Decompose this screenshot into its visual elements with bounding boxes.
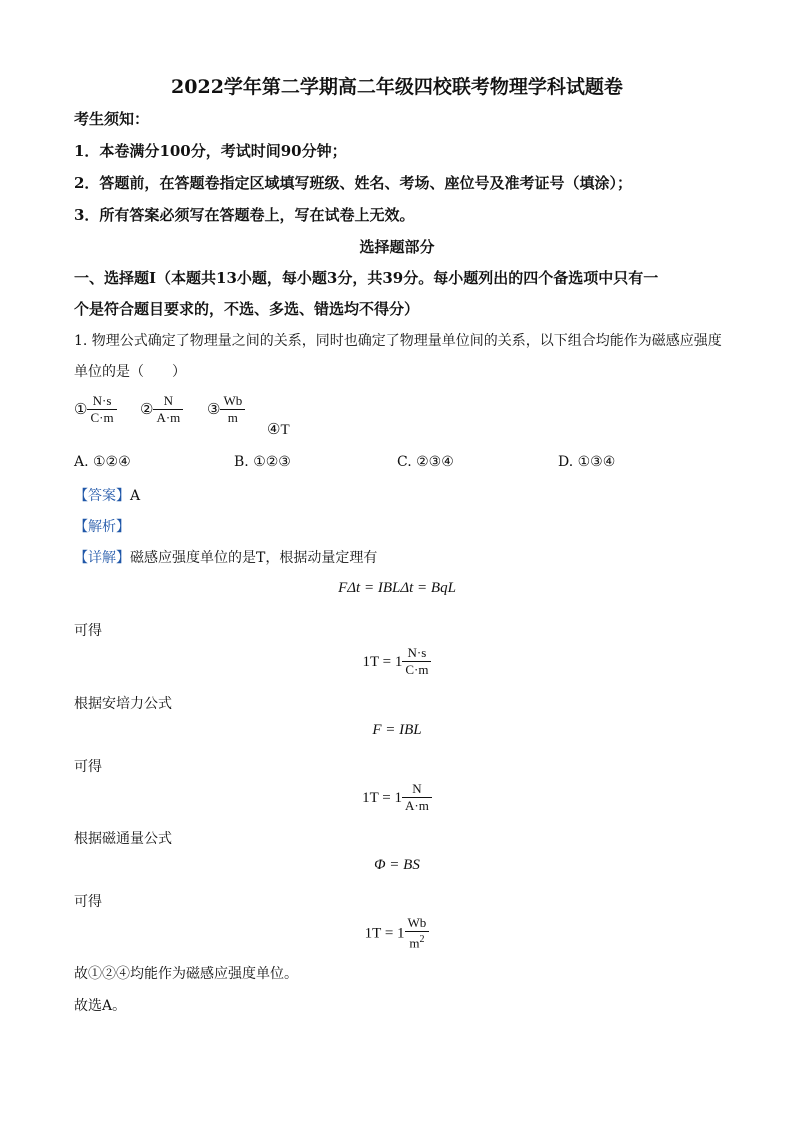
equation-lhs: 1T = 1 (362, 654, 403, 670)
unit-item-4 (267, 419, 290, 439)
unit-item-mark: ③ (207, 400, 221, 418)
unit-item-1 (74, 393, 117, 426)
kede-3: 可得 (74, 894, 102, 910)
fraction-numerator: Wb (405, 915, 430, 932)
equation-fraction (402, 645, 431, 678)
option-a: A. ①②④ (74, 454, 131, 470)
option-c: C. ②③④ (397, 454, 454, 470)
notice-item-3: 3．所有答案必须写在答题卷上，写在试卷上无效。 (74, 206, 415, 224)
fraction-denominator: C·m (90, 410, 114, 425)
kede-1: 可得 (74, 623, 102, 639)
detail-label: 【详解】 (74, 550, 130, 566)
conclusion: 故①②④均能作为磁感应强度单位。 (74, 966, 298, 982)
answer-label: 【答案】 (74, 488, 130, 504)
flux-text: 根据磁通量公式 (74, 831, 172, 847)
denominator-base: m (409, 935, 420, 951)
answer-value: A (130, 488, 141, 504)
equation-flux: Φ = BS (374, 857, 420, 873)
option-d: D. ①③④ (558, 454, 616, 470)
kede-2: 可得 (74, 759, 102, 775)
unit-fraction (87, 393, 116, 426)
fraction-denominator: A·m (405, 798, 429, 813)
notice-item-2: 2．答题前，在答题卷指定区域填写班级、姓名、考场、座位号及准考证号（填涂）； (74, 174, 632, 192)
question1-stem-line2: 单位的是（ ） (74, 364, 186, 380)
answer-line (74, 485, 140, 505)
unit-item-mark: ① (74, 400, 88, 418)
unit-fraction (153, 393, 183, 426)
part1-line2: 个是符合题目要求的，不选、多选、错选均不得分） (74, 300, 420, 318)
equation-fraction (402, 781, 432, 814)
equation-unit-2 (0, 781, 794, 814)
equation-unit-1 (0, 645, 794, 678)
unit-item-2 (140, 393, 183, 426)
fraction-numerator: Wb (220, 393, 245, 410)
equation-fraction (405, 915, 430, 951)
fraction-numerator: N·s (402, 645, 431, 662)
unit-item-mark: ④ (267, 420, 281, 438)
fraction-denominator: m (227, 410, 238, 425)
choose-answer: 故选A。 (74, 998, 127, 1014)
equation-lhs: 1T = 1 (364, 925, 405, 942)
fraction-numerator: N (402, 781, 432, 798)
unit-text: T (280, 422, 290, 438)
part1-line1: 一、选择题Ⅰ（本题共13小题，每小题3分，共39分。每小题列出的四个备选项中只有一 (74, 269, 659, 287)
section-title: 选择题部分 (359, 238, 435, 256)
notice-item-1: 1．本卷满分100分，考试时间90分钟； (74, 142, 347, 160)
equation-lhs: 1T = 1 (362, 790, 402, 806)
unit-fraction (220, 393, 245, 426)
equation-momentum: FΔt = IBLΔt = BqL (338, 580, 456, 596)
fraction-denominator: C·m (405, 662, 429, 677)
analysis-label: 【解析】 (74, 519, 130, 535)
detail-intro: 磁感应强度单位的是T，根据动量定理有 (130, 550, 378, 566)
detail-intro-line (74, 547, 377, 567)
option-b: B. ①②③ (234, 454, 291, 470)
equation-ampere: F = IBL (372, 722, 422, 738)
denominator-exponent: 2 (419, 934, 425, 945)
notice-heading: 考生须知： (74, 110, 150, 128)
question1-stem-line1: 1. 物理公式确定了物理量之间的关系，同时也确定了物理量单位间的关系，以下组合均能作为磁感应强度 (74, 333, 722, 349)
fraction-numerator: N (153, 393, 183, 410)
page-title: 2022学年第二学期高二年级四校联考物理学科试题卷 (171, 76, 623, 98)
fraction-numerator: N·s (87, 393, 116, 410)
equation-unit-3 (0, 915, 794, 951)
ampere-text: 根据安培力公式 (74, 696, 172, 712)
fraction-denominator (405, 932, 430, 951)
unit-item-mark: ② (140, 400, 154, 418)
unit-item-3 (207, 393, 245, 426)
fraction-denominator: A·m (156, 410, 181, 425)
